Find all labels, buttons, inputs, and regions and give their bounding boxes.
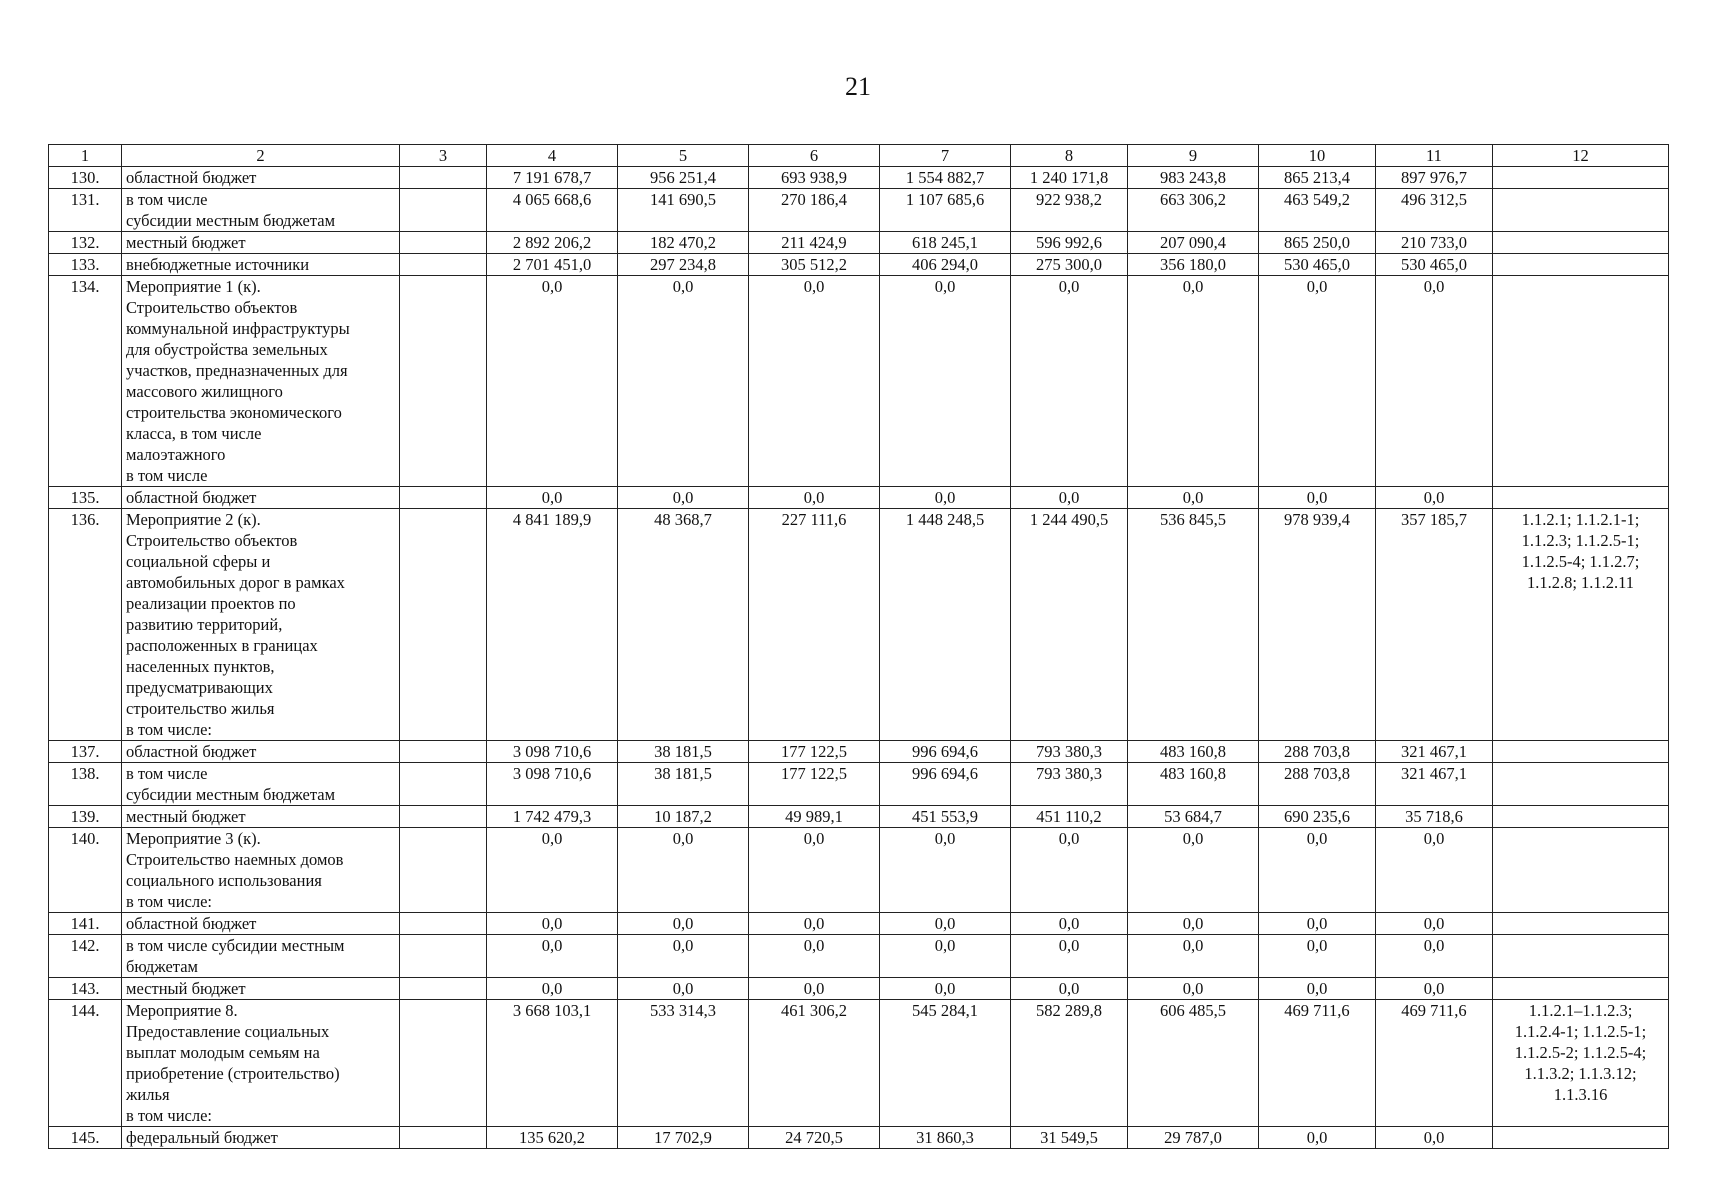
reference-cell — [1493, 741, 1669, 763]
budget-table — [48, 144, 1669, 1149]
description-line: Строительство объектов — [126, 298, 298, 317]
value-cell: 182 470,2 — [618, 232, 749, 254]
value-cell: 0,0 — [1376, 978, 1493, 1000]
value-cell: 496 312,5 — [1376, 189, 1493, 232]
value-cell: 31 860,3 — [880, 1127, 1011, 1149]
description-line: в том числе: — [126, 892, 213, 911]
value-cell: 0,0 — [487, 487, 618, 509]
value-cell: 983 243,8 — [1128, 167, 1259, 189]
reference-line: 1.1.2.5-4; 1.1.2.7; — [1521, 552, 1640, 571]
value-cell: 0,0 — [1128, 913, 1259, 935]
table-row — [49, 1127, 1669, 1149]
reference-cell — [1493, 254, 1669, 276]
value-cell: 0,0 — [880, 828, 1011, 913]
table-row — [49, 806, 1669, 828]
value-cell: 1 240 171,8 — [1011, 167, 1128, 189]
value-cell: 0,0 — [1128, 978, 1259, 1000]
value-cell: 0,0 — [618, 487, 749, 509]
value-cell: 0,0 — [1011, 276, 1128, 487]
value-cell: 0,0 — [1011, 913, 1128, 935]
column-header: 8 — [1011, 145, 1128, 167]
row-number: 136. — [49, 509, 122, 741]
value-cell: 0,0 — [1011, 978, 1128, 1000]
value-cell: 0,0 — [1011, 828, 1128, 913]
table-row — [49, 913, 1669, 935]
value-cell: 2 701 451,0 — [487, 254, 618, 276]
value-cell: 3 098 710,6 — [487, 741, 618, 763]
column-3-cell — [400, 806, 487, 828]
row-number: 133. — [49, 254, 122, 276]
value-cell: 288 703,8 — [1259, 763, 1376, 806]
value-cell: 177 122,5 — [749, 763, 880, 806]
value-cell: 0,0 — [487, 978, 618, 1000]
column-3-cell — [400, 189, 487, 232]
row-number: 134. — [49, 276, 122, 487]
reference-cell — [1493, 167, 1669, 189]
table-row — [49, 487, 1669, 509]
value-cell: 536 845,5 — [1128, 509, 1259, 741]
value-cell: 0,0 — [880, 913, 1011, 935]
description-line: областной бюджет — [126, 488, 257, 507]
row-number: 135. — [49, 487, 122, 509]
reference-cell — [1493, 276, 1669, 487]
column-header: 6 — [749, 145, 880, 167]
value-cell: 406 294,0 — [880, 254, 1011, 276]
reference-line: 1.1.2.3; 1.1.2.5-1; — [1521, 531, 1640, 550]
description-line: местный бюджет — [126, 807, 246, 826]
reference-cell — [1493, 978, 1669, 1000]
description-line: местный бюджет — [126, 979, 246, 998]
reference-cell — [1493, 232, 1669, 254]
column-3-cell — [400, 935, 487, 978]
column-header: 7 — [880, 145, 1011, 167]
reference-line: 1.1.2.8; 1.1.2.11 — [1526, 573, 1635, 592]
value-cell: 0,0 — [1128, 487, 1259, 509]
value-cell: 793 380,3 — [1011, 741, 1128, 763]
reference-cell — [1493, 763, 1669, 806]
row-description — [122, 1127, 400, 1149]
row-number: 140. — [49, 828, 122, 913]
value-cell: 0,0 — [487, 276, 618, 487]
row-description — [122, 232, 400, 254]
table-row — [49, 276, 1669, 487]
value-cell: 956 251,4 — [618, 167, 749, 189]
value-cell: 978 939,4 — [1259, 509, 1376, 741]
value-cell: 533 314,3 — [618, 1000, 749, 1127]
column-3-cell — [400, 763, 487, 806]
description-line: федеральный бюджет — [126, 1128, 278, 1147]
column-3-cell — [400, 828, 487, 913]
description-line: для обустройства земельных — [126, 340, 328, 359]
value-cell: 596 992,6 — [1011, 232, 1128, 254]
row-description — [122, 978, 400, 1000]
value-cell: 0,0 — [618, 276, 749, 487]
column-3-cell — [400, 1000, 487, 1127]
value-cell: 0,0 — [1128, 828, 1259, 913]
row-number: 130. — [49, 167, 122, 189]
value-cell: 2 892 206,2 — [487, 232, 618, 254]
page-number: 21 — [845, 72, 871, 101]
value-cell: 0,0 — [1376, 1127, 1493, 1149]
value-cell: 29 787,0 — [1128, 1127, 1259, 1149]
value-cell: 0,0 — [618, 935, 749, 978]
description-line: участков, предназначенных для — [126, 361, 348, 380]
value-cell: 0,0 — [1376, 276, 1493, 487]
value-cell: 663 306,2 — [1128, 189, 1259, 232]
description-line: класса, в том числе — [126, 424, 262, 443]
description-line: в том числе: — [126, 1106, 213, 1125]
value-cell: 3 098 710,6 — [487, 763, 618, 806]
reference-line: 1.1.2.5-2; 1.1.2.5-4; — [1514, 1043, 1647, 1062]
value-cell: 530 465,0 — [1376, 254, 1493, 276]
value-cell: 275 300,0 — [1011, 254, 1128, 276]
row-description — [122, 276, 400, 487]
description-line: предусматривающих — [126, 678, 273, 697]
description-line: в том числе — [126, 190, 208, 209]
description-line: областной бюджет — [126, 168, 257, 187]
description-line: населенных пунктов, — [126, 657, 275, 676]
value-cell: 1 448 248,5 — [880, 509, 1011, 741]
column-3-cell — [400, 254, 487, 276]
reference-line: 1.1.3.16 — [1553, 1085, 1608, 1104]
description-line: автомобильных дорог в рамках — [126, 573, 345, 592]
reference-line: 1.1.3.2; 1.1.3.12; — [1524, 1064, 1637, 1083]
description-line: внебюджетные источники — [126, 255, 310, 274]
description-line: коммунальной инфраструктуры — [126, 319, 350, 338]
value-cell: 451 110,2 — [1011, 806, 1128, 828]
value-cell: 483 160,8 — [1128, 763, 1259, 806]
row-description — [122, 763, 400, 806]
column-header: 11 — [1376, 145, 1493, 167]
value-cell: 135 620,2 — [487, 1127, 618, 1149]
value-cell: 0,0 — [1259, 913, 1376, 935]
value-cell: 35 718,6 — [1376, 806, 1493, 828]
value-cell: 0,0 — [749, 935, 880, 978]
row-description — [122, 167, 400, 189]
row-description — [122, 487, 400, 509]
value-cell: 545 284,1 — [880, 1000, 1011, 1127]
value-cell: 0,0 — [749, 978, 880, 1000]
value-cell: 0,0 — [749, 487, 880, 509]
description-line: в том числе субсидии местным — [126, 936, 345, 955]
row-number: 138. — [49, 763, 122, 806]
reference-cell — [1493, 806, 1669, 828]
description-line: массового жилищного — [126, 382, 283, 401]
value-cell: 207 090,4 — [1128, 232, 1259, 254]
value-cell: 357 185,7 — [1376, 509, 1493, 741]
column-header: 9 — [1128, 145, 1259, 167]
value-cell: 0,0 — [1259, 276, 1376, 487]
row-number: 142. — [49, 935, 122, 978]
description-line: жилья — [126, 1085, 170, 1104]
value-cell: 0,0 — [618, 978, 749, 1000]
value-cell: 7 191 678,7 — [487, 167, 618, 189]
value-cell: 469 711,6 — [1259, 1000, 1376, 1127]
table-row — [49, 763, 1669, 806]
description-line: Мероприятие 1 (к). — [126, 277, 261, 296]
reference-cell — [1493, 509, 1669, 741]
column-3-cell — [400, 1127, 487, 1149]
column-3-cell — [400, 487, 487, 509]
column-3-cell — [400, 276, 487, 487]
description-line: Мероприятие 2 (к). — [126, 510, 261, 529]
row-number: 144. — [49, 1000, 122, 1127]
row-number: 139. — [49, 806, 122, 828]
description-line: Предоставление социальных — [126, 1022, 330, 1041]
reference-cell — [1493, 487, 1669, 509]
value-cell: 210 733,0 — [1376, 232, 1493, 254]
column-3-cell — [400, 167, 487, 189]
description-line: Строительство объектов — [126, 531, 298, 550]
value-cell: 38 181,5 — [618, 763, 749, 806]
value-cell: 463 549,2 — [1259, 189, 1376, 232]
value-cell: 297 234,8 — [618, 254, 749, 276]
row-description — [122, 509, 400, 741]
value-cell: 288 703,8 — [1259, 741, 1376, 763]
value-cell: 24 720,5 — [749, 1127, 880, 1149]
value-cell: 0,0 — [749, 913, 880, 935]
value-cell: 0,0 — [1376, 487, 1493, 509]
description-line: Строительство наемных домов — [126, 850, 344, 869]
row-description — [122, 189, 400, 232]
value-cell: 1 244 490,5 — [1011, 509, 1128, 741]
table-row — [49, 509, 1669, 741]
table-row — [49, 189, 1669, 232]
value-cell: 177 122,5 — [749, 741, 880, 763]
value-cell: 0,0 — [1376, 913, 1493, 935]
value-cell: 305 512,2 — [749, 254, 880, 276]
table-row — [49, 1000, 1669, 1127]
column-3-cell — [400, 741, 487, 763]
value-cell: 0,0 — [487, 828, 618, 913]
value-cell: 865 213,4 — [1259, 167, 1376, 189]
description-line: расположенных в границах — [126, 636, 318, 655]
column-header: 3 — [400, 145, 487, 167]
description-line: социального использования — [126, 871, 322, 890]
value-cell: 461 306,2 — [749, 1000, 880, 1127]
row-number: 143. — [49, 978, 122, 1000]
table-row — [49, 232, 1669, 254]
value-cell: 211 424,9 — [749, 232, 880, 254]
value-cell: 793 380,3 — [1011, 763, 1128, 806]
column-header: 12 — [1493, 145, 1669, 167]
value-cell: 4 841 189,9 — [487, 509, 618, 741]
value-cell: 0,0 — [1259, 978, 1376, 1000]
description-line: в том числе — [126, 764, 208, 783]
description-line: приобретение (строительство) — [126, 1064, 340, 1083]
value-cell: 17 702,9 — [618, 1127, 749, 1149]
table-row — [49, 935, 1669, 978]
value-cell: 996 694,6 — [880, 763, 1011, 806]
table-row — [49, 254, 1669, 276]
row-number: 141. — [49, 913, 122, 935]
row-description — [122, 741, 400, 763]
value-cell: 0,0 — [618, 913, 749, 935]
value-cell: 693 938,9 — [749, 167, 880, 189]
reference-cell — [1493, 1000, 1669, 1127]
value-cell: 0,0 — [749, 828, 880, 913]
value-cell: 469 711,6 — [1376, 1000, 1493, 1127]
column-header: 4 — [487, 145, 618, 167]
value-cell: 483 160,8 — [1128, 741, 1259, 763]
value-cell: 865 250,0 — [1259, 232, 1376, 254]
value-cell: 0,0 — [1128, 935, 1259, 978]
row-description — [122, 913, 400, 935]
description-line: реализации проектов по — [126, 594, 296, 613]
description-line: субсидии местным бюджетам — [126, 785, 336, 804]
value-cell: 270 186,4 — [749, 189, 880, 232]
description-line: малоэтажного — [126, 445, 226, 464]
description-line: строительство жилья — [126, 699, 275, 718]
value-cell: 0,0 — [1011, 935, 1128, 978]
value-cell: 0,0 — [880, 935, 1011, 978]
value-cell: 1 107 685,6 — [880, 189, 1011, 232]
reference-cell — [1493, 913, 1669, 935]
value-cell: 321 467,1 — [1376, 763, 1493, 806]
column-3-cell — [400, 509, 487, 741]
row-number: 145. — [49, 1127, 122, 1149]
value-cell: 0,0 — [1259, 1127, 1376, 1149]
description-line: социальной сферы и — [126, 552, 271, 571]
value-cell: 0,0 — [487, 913, 618, 935]
value-cell: 451 553,9 — [880, 806, 1011, 828]
description-line: в том числе: — [126, 720, 213, 739]
value-cell: 0,0 — [1128, 276, 1259, 487]
row-number: 137. — [49, 741, 122, 763]
value-cell: 0,0 — [1259, 828, 1376, 913]
reference-line: 1.1.2.1–1.1.2.3; — [1528, 1001, 1633, 1020]
value-cell: 0,0 — [1259, 487, 1376, 509]
row-description — [122, 806, 400, 828]
value-cell: 0,0 — [1259, 935, 1376, 978]
column-3-cell — [400, 978, 487, 1000]
value-cell: 618 245,1 — [880, 232, 1011, 254]
value-cell: 356 180,0 — [1128, 254, 1259, 276]
row-description — [122, 935, 400, 978]
column-header: 2 — [122, 145, 400, 167]
description-line: бюджетам — [126, 957, 198, 976]
value-cell: 0,0 — [487, 935, 618, 978]
value-cell: 10 187,2 — [618, 806, 749, 828]
description-line: выплат молодым семьям на — [126, 1043, 320, 1062]
table-row — [49, 741, 1669, 763]
column-header: 1 — [49, 145, 122, 167]
description-line: областной бюджет — [126, 914, 257, 933]
value-cell: 141 690,5 — [618, 189, 749, 232]
table-row — [49, 828, 1669, 913]
value-cell: 0,0 — [880, 978, 1011, 1000]
row-number: 131. — [49, 189, 122, 232]
reference-cell — [1493, 935, 1669, 978]
reference-cell — [1493, 1127, 1669, 1149]
description-line: Мероприятие 3 (к). — [126, 829, 261, 848]
value-cell: 897 976,7 — [1376, 167, 1493, 189]
row-description — [122, 1000, 400, 1127]
value-cell: 530 465,0 — [1259, 254, 1376, 276]
reference-cell — [1493, 828, 1669, 913]
column-3-cell — [400, 232, 487, 254]
value-cell: 1 742 479,3 — [487, 806, 618, 828]
value-cell: 606 485,5 — [1128, 1000, 1259, 1127]
value-cell: 3 668 103,1 — [487, 1000, 618, 1127]
table-row — [49, 167, 1669, 189]
value-cell: 321 467,1 — [1376, 741, 1493, 763]
column-3-cell — [400, 913, 487, 935]
row-number: 132. — [49, 232, 122, 254]
row-description — [122, 254, 400, 276]
value-cell: 53 684,7 — [1128, 806, 1259, 828]
value-cell: 996 694,6 — [880, 741, 1011, 763]
value-cell: 922 938,2 — [1011, 189, 1128, 232]
column-header-row — [49, 145, 1669, 167]
description-line: областной бюджет — [126, 742, 257, 761]
description-line: развитию территорий, — [126, 615, 283, 634]
reference-line: 1.1.2.1; 1.1.2.1-1; — [1521, 510, 1640, 529]
value-cell: 0,0 — [618, 828, 749, 913]
value-cell: 0,0 — [880, 487, 1011, 509]
column-header: 5 — [618, 145, 749, 167]
value-cell: 0,0 — [749, 276, 880, 487]
value-cell: 582 289,8 — [1011, 1000, 1128, 1127]
value-cell: 31 549,5 — [1011, 1127, 1128, 1149]
value-cell: 1 554 882,7 — [880, 167, 1011, 189]
value-cell: 0,0 — [1376, 828, 1493, 913]
value-cell: 690 235,6 — [1259, 806, 1376, 828]
value-cell: 0,0 — [1011, 487, 1128, 509]
value-cell: 49 989,1 — [749, 806, 880, 828]
table-row — [49, 978, 1669, 1000]
column-header: 10 — [1259, 145, 1376, 167]
reference-cell — [1493, 189, 1669, 232]
value-cell: 227 111,6 — [749, 509, 880, 741]
value-cell: 48 368,7 — [618, 509, 749, 741]
row-description — [122, 828, 400, 913]
value-cell: 38 181,5 — [618, 741, 749, 763]
reference-line: 1.1.2.4-1; 1.1.2.5-1; — [1514, 1022, 1647, 1041]
description-line: местный бюджет — [126, 233, 246, 252]
value-cell: 4 065 668,6 — [487, 189, 618, 232]
description-line: строительства экономического — [126, 403, 342, 422]
description-line: субсидии местным бюджетам — [126, 211, 336, 230]
value-cell: 0,0 — [880, 276, 1011, 487]
description-line: Мероприятие 8. — [126, 1001, 238, 1020]
description-line: в том числе — [126, 466, 208, 485]
value-cell: 0,0 — [1376, 935, 1493, 978]
